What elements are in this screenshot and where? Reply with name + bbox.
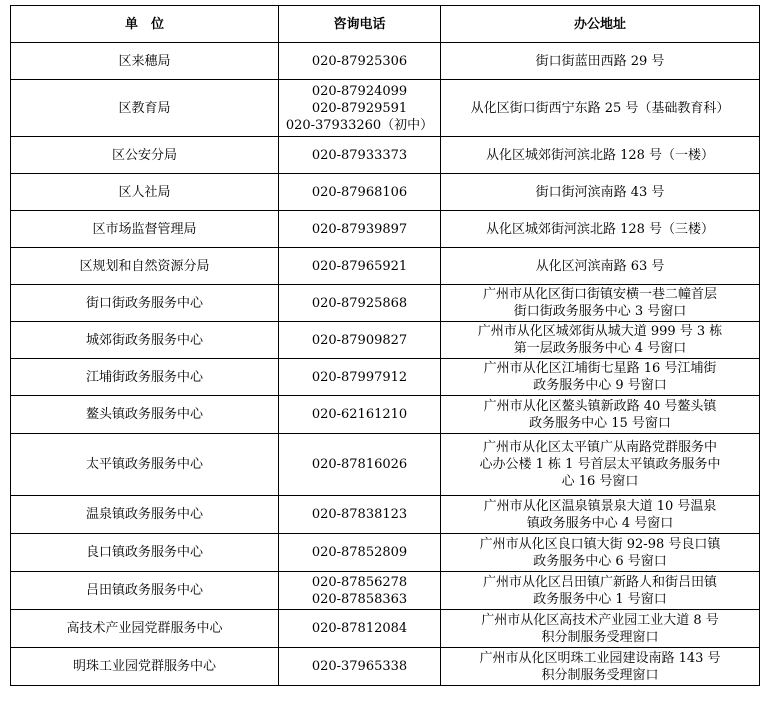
address-cell (441, 359, 760, 396)
unit-cell: 区规划和自然资源分局 (11, 248, 279, 285)
phone-number: 020-87925868 (311, 295, 408, 311)
address-line: 广州市从化区城郊街从城大道 999 号 3 栋 (477, 324, 723, 339)
address-line: 街口街政务服务中心 3 号窗口 (513, 304, 687, 319)
phone-cell (279, 648, 441, 686)
unit-cell: 区来穗局 (11, 43, 279, 80)
address-line: 广州市从化区吕田镇广新路人和街吕田镇 (482, 574, 717, 590)
header-phone: 咨询电话 (279, 6, 441, 43)
unit-cell: 城郊街政务服务中心 (11, 322, 279, 359)
address-line: 广州市从化区良口镇大街 92-98 号良口镇 (479, 536, 721, 552)
address-line: 积分制服务受理窗口 (541, 629, 659, 645)
phone-number: 020-87924099 (311, 83, 408, 99)
address-cell (441, 648, 760, 686)
address-line: 从化区城郊街河滨北路 128 号（三楼） (485, 221, 715, 237)
table-row (11, 137, 760, 174)
address-cell (441, 137, 760, 174)
table-row (11, 648, 760, 686)
table-row (11, 396, 760, 434)
unit-cell: 明珠工业园党群服务中心 (11, 648, 279, 686)
address-cell (441, 610, 760, 648)
address-line: 广州市从化区明珠工业园建设南路 143 号 (479, 650, 721, 666)
address-cell (441, 285, 760, 322)
table-row (11, 211, 760, 248)
address-cell (441, 211, 760, 248)
table-row (11, 534, 760, 572)
address-line: 积分制服务受理窗口 (541, 667, 659, 683)
address-line: 广州市从化区江埔街七星路 16 号江埔街 (483, 361, 717, 376)
table-row (11, 434, 760, 496)
address-line: 心 16 号窗口 (561, 474, 639, 489)
unit-cell: 区教育局 (11, 80, 279, 137)
address-cell (441, 396, 760, 434)
address-cell (441, 434, 760, 496)
phone-cell (279, 137, 441, 174)
address-cell (441, 248, 760, 285)
phone-number: 020-87838123 (311, 507, 408, 522)
phone-number: 020-87852809 (311, 545, 408, 560)
unit-cell: 区市场监督管理局 (11, 211, 279, 248)
address-cell (441, 43, 760, 80)
phone-number: 020-87812084 (311, 621, 408, 636)
unit-cell: 区公安分局 (11, 137, 279, 174)
phone-cell (279, 248, 441, 285)
unit-cell: 太平镇政务服务中心 (11, 434, 279, 496)
table-body (11, 43, 760, 686)
table-row (11, 80, 760, 137)
phone-cell (279, 496, 441, 534)
address-cell (441, 174, 760, 211)
phone-cell (279, 174, 441, 211)
phone-cell (279, 211, 441, 248)
phone-number: 020-87929591 (311, 100, 408, 116)
phone-number: 020-87968106 (311, 184, 408, 200)
table-row (11, 572, 760, 610)
address-line: 从化区街口街西宁东路 25 号（基础教育科） (470, 100, 730, 116)
table-row (11, 496, 760, 534)
address-line: 政务服务中心 6 号窗口 (533, 553, 667, 569)
table-row (11, 43, 760, 80)
unit-cell: 江埔街政务服务中心 (11, 359, 279, 396)
phone-number: 020-87933373 (311, 147, 408, 163)
address-line: 政务服务中心 9 号窗口 (533, 378, 667, 393)
phone-number: 020-87816026 (311, 457, 408, 472)
phone-cell (279, 359, 441, 396)
address-line: 政务服务中心 15 号窗口 (529, 415, 671, 431)
unit-cell: 吕田镇政务服务中心 (11, 572, 279, 610)
address-line: 广州市从化区高技术产业园工业大道 8 号 (481, 612, 719, 628)
address-cell (441, 572, 760, 610)
phone-cell (279, 610, 441, 648)
address-cell (441, 534, 760, 572)
address-cell (441, 80, 760, 137)
phone-number: 020-87858363 (311, 591, 408, 607)
address-line: 广州市从化区鳌头镇新政路 40 号鳌头镇 (483, 398, 717, 414)
address-line: 街口街蓝田西路 29 号 (535, 53, 665, 69)
contact-table (10, 5, 760, 686)
phone-cell (279, 534, 441, 572)
phone-cell (279, 434, 441, 496)
phone-cell (279, 396, 441, 434)
header-address: 办公地址 (441, 6, 760, 43)
table-row (11, 285, 760, 322)
header-unit: 单 位 (11, 6, 279, 43)
phone-cell (279, 43, 441, 80)
table-row (11, 610, 760, 648)
address-line: 广州市从化区太平镇广从南路党群服务中 (482, 440, 717, 455)
phone-cell (279, 572, 441, 610)
phone-number: 020-87856278 (311, 574, 408, 590)
address-line: 从化区河滨南路 63 号 (535, 258, 665, 274)
unit-cell: 高技术产业园党群服务中心 (11, 610, 279, 648)
phone-number: 020-87909827 (311, 332, 408, 348)
table-row (11, 174, 760, 211)
address-cell (441, 496, 760, 534)
table-row (11, 248, 760, 285)
unit-cell: 街口街政务服务中心 (11, 285, 279, 322)
phone-cell (279, 322, 441, 359)
table-row (11, 322, 760, 359)
phone-cell (279, 285, 441, 322)
phone-cell (279, 80, 441, 137)
address-line: 广州市从化区街口街镇安横一巷二幢首层 (482, 287, 717, 302)
address-line: 第一层政务服务中心 4 号窗口 (513, 341, 687, 356)
address-line: 街口街河滨南路 43 号 (535, 184, 665, 200)
phone-number: 020-87965921 (311, 258, 408, 274)
unit-cell: 鳌头镇政务服务中心 (11, 396, 279, 434)
address-cell (441, 322, 760, 359)
unit-cell: 良口镇政务服务中心 (11, 534, 279, 572)
address-line: 广州市从化区温泉镇景泉大道 10 号温泉 (483, 498, 717, 514)
table-row (11, 359, 760, 396)
unit-cell: 区人社局 (11, 174, 279, 211)
phone-number: 020-87925306 (311, 53, 408, 69)
phone-number: 020-37965338 (311, 659, 408, 674)
phone-number: 020-87997912 (311, 369, 408, 385)
address-line: 镇政务服务中心 4 号窗口 (526, 515, 674, 531)
address-line: 从化区城郊街河滨北路 128 号（一楼） (485, 147, 715, 163)
header-row (11, 6, 760, 43)
phone-number: 020-62161210 (311, 407, 408, 422)
address-line: 心办公楼 1 栋 1 号首层太平镇政务服务中 (479, 457, 721, 472)
unit-cell: 温泉镇政务服务中心 (11, 496, 279, 534)
phone-number: 020-37933260（初中） (285, 117, 434, 133)
phone-number: 020-87939897 (311, 221, 408, 237)
address-line: 政务服务中心 1 号窗口 (533, 591, 667, 607)
